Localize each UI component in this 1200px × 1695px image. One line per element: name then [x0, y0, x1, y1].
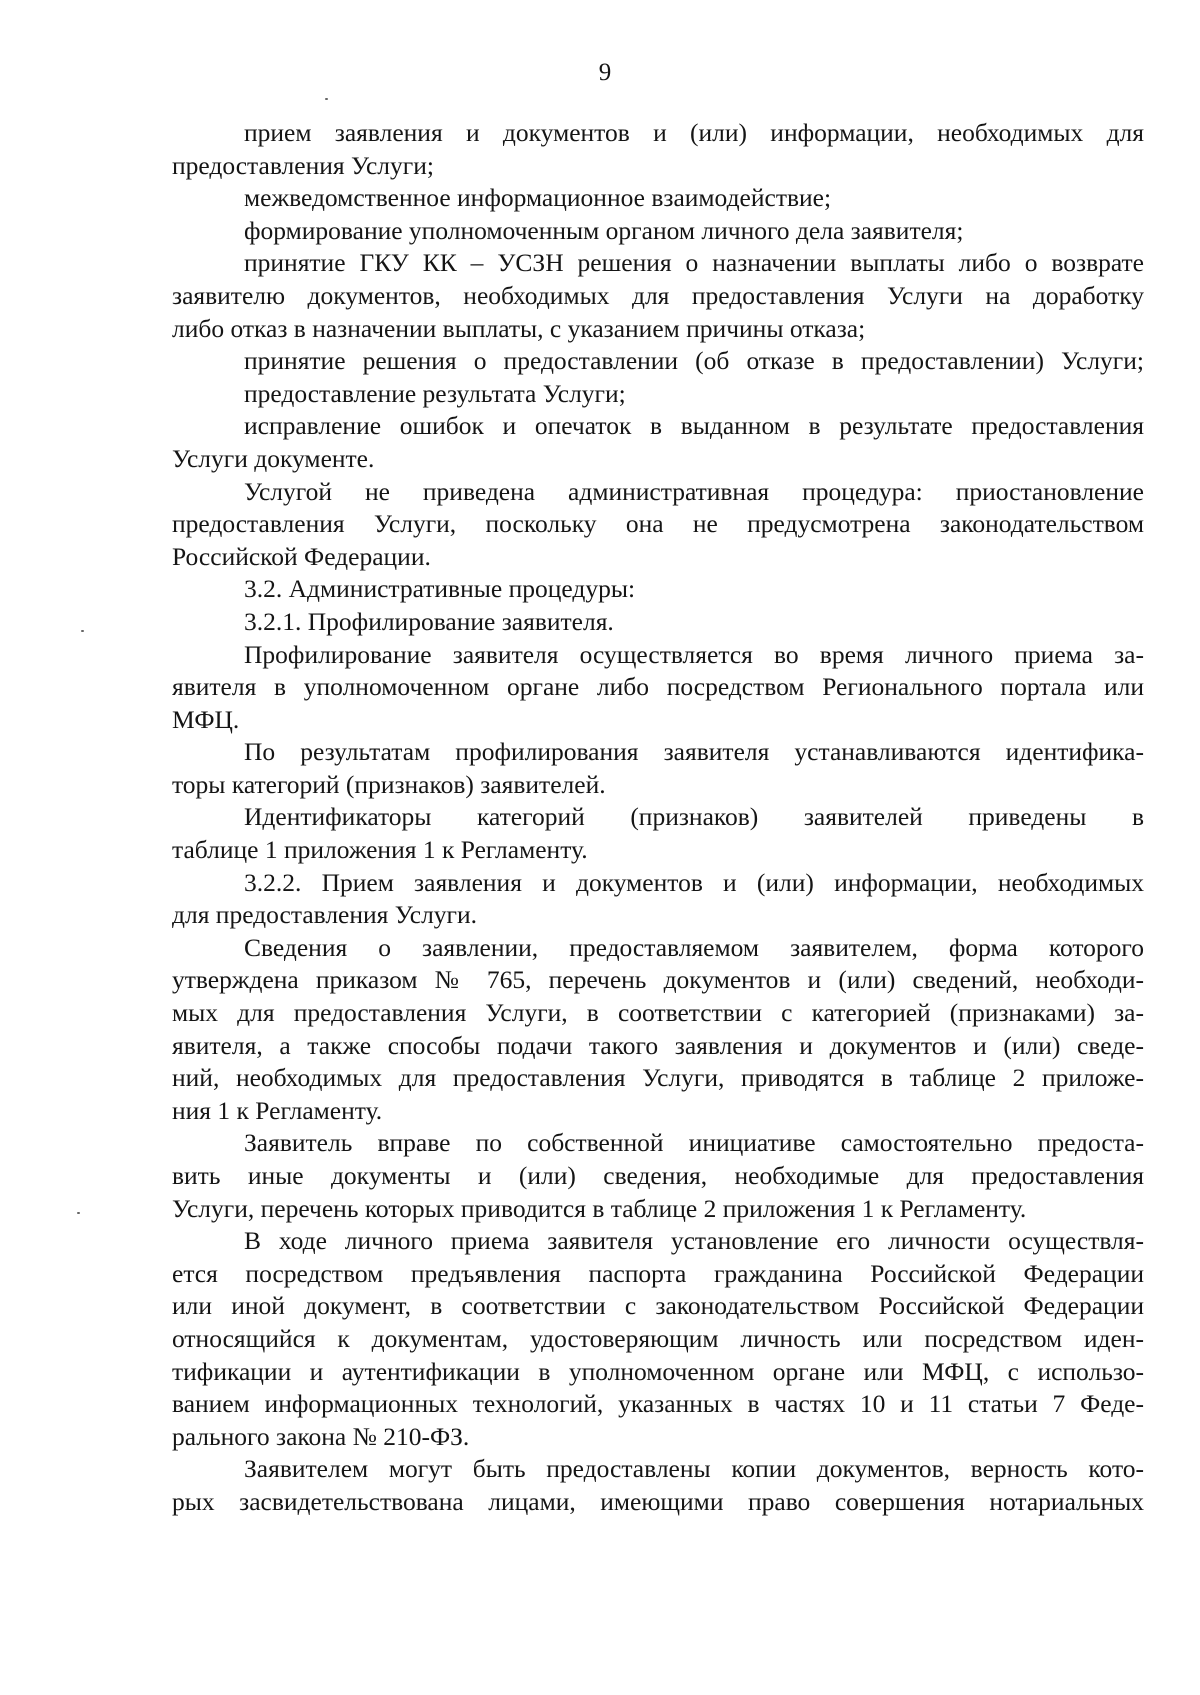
paragraph — [172, 1225, 1144, 1453]
paragraph — [172, 736, 1144, 801]
paragraph — [172, 345, 1144, 378]
paragraph — [172, 182, 1144, 215]
text-line: вить иные документы и (или) сведения, необходимые для предоставления — [172, 1161, 1144, 1190]
text-line: межведомственное информационное взаимодействие; — [244, 183, 832, 213]
text-line: исправление ошибок и опечаток в выданном в результате предоставления — [244, 411, 1144, 441]
text-line: предоставления Услуги, поскольку она не предусмотрена законодательством — [172, 509, 1144, 539]
text-line: 3.2.2. Прием заявления и документов и (или) информации, необходимых — [244, 867, 1144, 897]
text-line: мых для предоставления Услуги, в соответствии с категорией (признаками) за- — [172, 998, 1144, 1028]
text-line: По результатам профилирования заявителя устанавливаются идентифика- — [244, 737, 1144, 767]
subsection-heading — [172, 867, 1144, 932]
paragraph — [172, 410, 1144, 475]
text-line: Заявитель вправе по собственной инициативе самостоятельно предоста- — [244, 1128, 1144, 1158]
text-line: ванием информационных технологий, указанных в частях 10 и 11 статьи 7 Феде- — [172, 1389, 1144, 1419]
text-line: прием заявления и документов и (или) информации, необходимых для — [244, 118, 1144, 147]
text-line: относящийся к документам, удостоверяющим личность или посредством иден- — [172, 1323, 1144, 1353]
text-line: предоставление результата Услуги; — [244, 378, 626, 408]
text-line: Идентификаторы категорий (признаков) заявителей приведены в — [244, 802, 1144, 832]
text-line: торы категорий (признаков) заявителей. — [172, 769, 606, 799]
scan-speck — [77, 1212, 80, 1214]
text-line: таблице 1 приложения 1 к Регламенту. — [172, 835, 588, 865]
text-line: Услугой не приведена административная процедура: приостановление — [244, 476, 1144, 506]
text-line: рых засвидетельствована лицами, имеющими право совершения нотариальных — [172, 1486, 1144, 1516]
paragraph — [172, 215, 1144, 248]
paragraph — [172, 932, 1144, 1128]
text-line: Сведения о заявлении, предоставляемом заявителем, форма которого — [244, 932, 1144, 962]
text-line: Заявителем могут быть предоставлены копии документов, верность кото- — [244, 1454, 1144, 1484]
text-line: явителя, а также способы подачи такого заявления и документов и (или) сведе- — [172, 1030, 1144, 1060]
text-line: Услуги, перечень которых приводится в таблице 2 приложения 1 к Регламенту. — [172, 1193, 1027, 1223]
paragraph — [172, 639, 1144, 737]
section-heading — [172, 573, 1144, 606]
text-line: принятие ГКУ КК – УСЗН решения о назначении выплаты либо о возврате — [244, 248, 1144, 278]
text-line: Профилирование заявителя осуществляется во время личного приема за- — [244, 639, 1144, 669]
subsection-heading — [172, 606, 1144, 639]
text-line: ется посредством предъявления паспорта гражданина Российской Федерации — [172, 1258, 1144, 1288]
paragraph — [172, 117, 1144, 182]
paragraph — [172, 801, 1144, 866]
text-line: 3.2. Административные процедуры: — [244, 574, 636, 604]
text-line: принятие решения о предоставлении (об отказе в предоставлении) Услуги; — [244, 346, 1144, 376]
scan-speck — [81, 630, 84, 632]
text-line: явителя в уполномоченном органе либо посредством Регионального портала или — [172, 672, 1144, 702]
text-line: 3.2.1. Профилирование заявителя. — [244, 606, 614, 636]
document-body — [172, 117, 1144, 1519]
text-line: ний, необходимых для предоставления Услуги, приводятся в таблице 2 приложе- — [172, 1063, 1144, 1093]
text-line: предоставления Услуги; — [172, 150, 434, 180]
paragraph — [172, 1127, 1144, 1225]
text-line: заявителю документов, необходимых для предоставления Услуги на доработку — [172, 280, 1144, 310]
text-line: ния 1 к Регламенту. — [172, 1095, 383, 1125]
text-line: МФЦ. — [172, 704, 240, 734]
text-line: для предоставления Услуги. — [172, 900, 478, 930]
text-line: рального закона № 210-ФЗ. — [172, 1421, 470, 1451]
text-line: тификации и аутентификации в уполномоченном органе или МФЦ, с использо- — [172, 1356, 1144, 1386]
paragraph — [172, 378, 1144, 411]
page-number: 9 — [598, 59, 612, 86]
paragraph — [172, 247, 1144, 345]
text-line: Услуги документе. — [172, 443, 375, 473]
text-line: либо отказ в назначении выплаты, с указанием причины отказа; — [172, 313, 866, 343]
paragraph — [172, 1453, 1144, 1518]
paragraph — [172, 476, 1144, 574]
text-line: формирование уполномоченным органом личного дела заявителя; — [244, 215, 964, 245]
text-line: Российской Федерации. — [172, 541, 431, 571]
text-line: В ходе личного приема заявителя установление его личности осуществля- — [244, 1226, 1144, 1256]
text-line: утверждена приказом № 765, перечень документов и (или) сведений, необходи- — [172, 965, 1144, 995]
text-line: или иной документ, в соответствии с законодательством Российской Федерации — [172, 1291, 1144, 1321]
scan-speck — [325, 98, 328, 100]
